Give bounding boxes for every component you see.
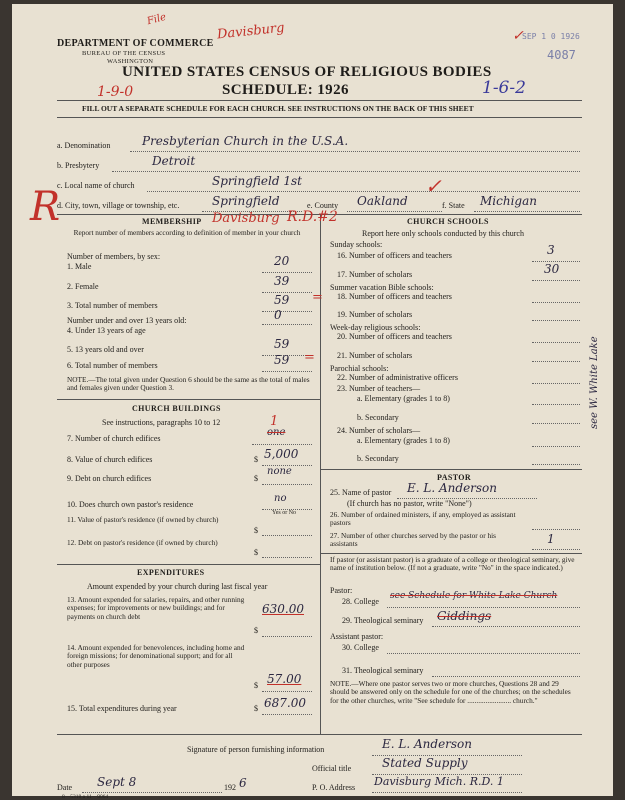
rfd-annotation: R.D.#2 [287, 209, 338, 225]
yes-no-hint: Yes or No [272, 510, 297, 516]
bureau-name: BUREAU OF THE CENSUS [82, 50, 166, 57]
date-label: Date [57, 783, 73, 792]
census-form-sheet [12, 4, 613, 800]
received-date-stamp: SEP 1 0 1926 [522, 32, 580, 41]
expenditures-heading: EXPENDITURES [137, 568, 205, 577]
under-13-value: 0 [274, 308, 282, 322]
male-value: 20 [274, 254, 290, 268]
church-schools-intro: Report here only schools conducted by this church [362, 229, 524, 238]
check-mark-top: ✓ [512, 28, 524, 44]
residence-value-label: 11. Value of pastor's residence (if owned by church) [67, 515, 219, 524]
total-expenditures-value: 687.00 [264, 696, 306, 710]
church-schools-heading: CHURCH SCHOOLS [407, 217, 489, 226]
presbytery-label: b. Presbytery [57, 161, 100, 170]
local-name-value: Springfield 1st [212, 174, 302, 188]
summer-scholars-label: 19. Number of scholars [337, 310, 413, 319]
total-members-value: 59 [274, 293, 290, 307]
dollar-sign-12: $ [254, 548, 258, 557]
benevolences-label: 14. Amount expended for benevolences, including home and foreign missions; for denominational support; and for all other purposes [67, 643, 245, 669]
presbytery-value: Detroit [152, 154, 196, 168]
other-churches-value: 1 [547, 532, 555, 546]
po-address-value: Davisburg Mich. R.D. 1 [374, 775, 504, 788]
denomination-value: Presbyterian Church in the U.S.A. [142, 134, 349, 148]
file-annotation: File [145, 11, 168, 28]
admin-officers-label: 22. Number of administrative officers [337, 373, 458, 382]
signature-label: Signature of person furnishing information [187, 745, 325, 754]
check-mark-county: ✓ [425, 174, 442, 198]
running-expenses-value: 630.00 [262, 602, 304, 616]
dollar-sign-9: $ [254, 474, 258, 483]
dollar-sign-11: $ [254, 526, 258, 535]
dollar-sign-14: $ [254, 681, 258, 690]
pastor-seminary-label: 29. Theological seminary [342, 616, 424, 625]
pastor-note: NOTE.—Where one pastor serves two or more churches, Questions 28 and 29 should be answered only on the schedule for one of the churches; on the schedules for the other churches, write "See schedule for ........................ church." [330, 679, 571, 705]
total-expenditures-label: 15. Total expenditures during year [67, 704, 177, 713]
scholars-label: 24. Number of scholars— [337, 426, 421, 435]
r-mark: R [30, 184, 61, 230]
graduate-note: If pastor (or assistant pastor) is a graduate of a college or theological seminary, give name of institution below. (If not a graduate, write "No" in the space indicated.) [330, 555, 575, 573]
equals-mark-1: = [312, 290, 323, 305]
dollar-sign-13: $ [254, 626, 258, 635]
male-label: 1. Male [67, 262, 92, 271]
pastor-college-label: 28. College [342, 597, 379, 606]
pastor-name-value: E. L. Anderson [407, 481, 498, 495]
sunday-scholars-value: 30 [544, 262, 560, 276]
membership-note: NOTE.—The total given under Question 6 should be the same as the total of males and females given under Question 3. [67, 375, 310, 393]
margin-note: see W. White Lake [589, 336, 600, 429]
city-value: Springfield [212, 194, 280, 208]
membership-intro: Report number of members according to definition of member in your church [73, 228, 301, 237]
code-right-annotation: 1-6-2 [482, 78, 526, 98]
department-name: DEPARTMENT OF COMMERCE [57, 38, 214, 49]
city-label: d. City, town, village or township, etc. [57, 201, 180, 210]
form-title: UNITED STATES CENSUS OF RELIGIOUS BODIES [122, 64, 492, 80]
assistant-college-label: 30. College [342, 643, 379, 652]
edifices-correction: 1 [270, 414, 279, 429]
parochial-schools-label: Parochial schools: [330, 364, 389, 373]
sunday-teachers-value: 3 [547, 243, 555, 257]
official-title-value: Stated Supply [382, 756, 468, 770]
weekday-schools-label: Week-day religious schools: [330, 323, 421, 332]
code-left-annotation: 1-9-0 [97, 84, 134, 100]
running-expenses-label: 13. Amount expended for salaries, repairs, and other running expenses; for improvements or new buildings; and for payments on church debt [67, 595, 245, 621]
total-members-age-value: 59 [274, 353, 290, 367]
scholars-secondary-label: b. Secondary [357, 454, 399, 463]
date-value: Sept 8 [97, 775, 137, 789]
teachers-elementary-label: a. Elementary (grades 1 to 8) [357, 394, 450, 403]
total-members-age-label: 6. Total number of members [67, 361, 158, 370]
female-value: 39 [274, 274, 290, 288]
other-churches-label: 27. Number of other churches served by the pastor or his assistants [330, 531, 496, 549]
members-by-age-label: Number under and over 13 years old: [67, 316, 187, 325]
pastor-section-label: Pastor: [330, 586, 353, 595]
county-label: e. County [307, 201, 339, 210]
teachers-label: 23. Number of teachers— [337, 384, 421, 393]
schedule-title: SCHEDULE: 1926 [222, 82, 349, 98]
residence-owned-value: no [274, 493, 287, 504]
assistant-ministers-label: 26. Number of ordained ministers, if any, employed as assistant pastors [330, 510, 516, 528]
assistant-section-label: Assistant pastor: [330, 632, 384, 641]
weekday-teachers-label: 20. Number of officers and teachers [337, 332, 452, 341]
pastor-heading: PASTOR [437, 473, 472, 482]
sunday-schools-label: Sunday schools: [330, 240, 383, 249]
pastor-name-hint: (If church has no pastor, write "None") [347, 499, 472, 508]
residence-owned-label: 10. Does church own pastor's residence [67, 500, 194, 509]
teachers-secondary-label: b. Secondary [357, 413, 399, 422]
form-code: 8—5318 a 11—9064 [62, 794, 109, 800]
po-address-label: P. O. Address [312, 783, 356, 792]
year-prefix: 192 [224, 783, 236, 792]
instruction-line: FILL OUT A SEPARATE SCHEDULE FOR EACH CHURCH. SEE INSTRUCTIONS ON THE BACK OF THIS SHEET [82, 104, 474, 113]
weekday-scholars-label: 21. Number of scholars [337, 351, 413, 360]
edifices-debt-value: none [267, 466, 292, 477]
benevolences-value: 57.00 [267, 672, 302, 686]
summer-schools-label: Summer vacation Bible schools: [330, 283, 434, 292]
edifices-value-value: 5,000 [264, 447, 299, 461]
city-name: WASHINGTON [107, 58, 154, 65]
year-suffix: 6 [239, 776, 247, 790]
members-by-sex-label: Number of members, by sex: [67, 252, 161, 261]
pastor-seminary-value: Giddings [437, 609, 492, 623]
document-number-stamp: 4087 [547, 48, 576, 62]
edifices-count-label: 7. Number of church edifices [67, 434, 161, 443]
female-label: 2. Female [67, 282, 99, 291]
county-value: Oakland [357, 194, 408, 208]
sunday-scholars-label: 17. Number of scholars [337, 270, 413, 279]
church-buildings-heading: CHURCH BUILDINGS [132, 404, 221, 413]
dollar-sign-8: $ [254, 455, 258, 464]
signature-value: E. L. Anderson [382, 737, 473, 751]
expenditures-subheading: Amount expended by your church during last fiscal year [87, 582, 268, 591]
equals-mark-2: = [304, 350, 315, 365]
total-members-label: 3. Total number of members [67, 301, 158, 310]
state-value: Michigan [480, 194, 537, 208]
town-annotation-2: Davisburg [212, 211, 280, 226]
summer-teachers-label: 18. Number of officers and teachers [337, 292, 452, 301]
13-and-over-value: 59 [274, 337, 290, 351]
edifices-value-label: 8. Value of church edifices [67, 455, 153, 464]
pastor-name-label: 25. Name of pastor [330, 488, 392, 497]
edifices-count-value: one [267, 427, 286, 438]
13-and-over-label: 5. 13 years old and over [67, 345, 144, 354]
scholars-elementary-label: a. Elementary (grades 1 to 8) [357, 436, 450, 445]
local-name-label: c. Local name of church [57, 181, 135, 190]
pastor-college-value: see Schedule for White Lake Church [390, 591, 558, 601]
sunday-teachers-label: 16. Number of officers and teachers [337, 251, 452, 260]
edifices-debt-label: 9. Debt on church edifices [67, 474, 152, 483]
under-13-label: 4. Under 13 years of age [67, 326, 146, 335]
denomination-label: a. Denomination [57, 141, 111, 150]
official-title-label: Official title [312, 764, 352, 773]
assistant-seminary-label: 31. Theological seminary [342, 666, 424, 675]
residence-debt-label: 12. Debt on pastor's residence (if owned by church) [67, 538, 218, 547]
state-label: f. State [442, 201, 465, 210]
membership-heading: MEMBERSHIP [142, 217, 202, 226]
church-buildings-subheading: See instructions, paragraphs 10 to 12 [102, 418, 221, 427]
town-annotation: Davisburg [216, 20, 286, 43]
dollar-sign-15: $ [254, 704, 258, 713]
